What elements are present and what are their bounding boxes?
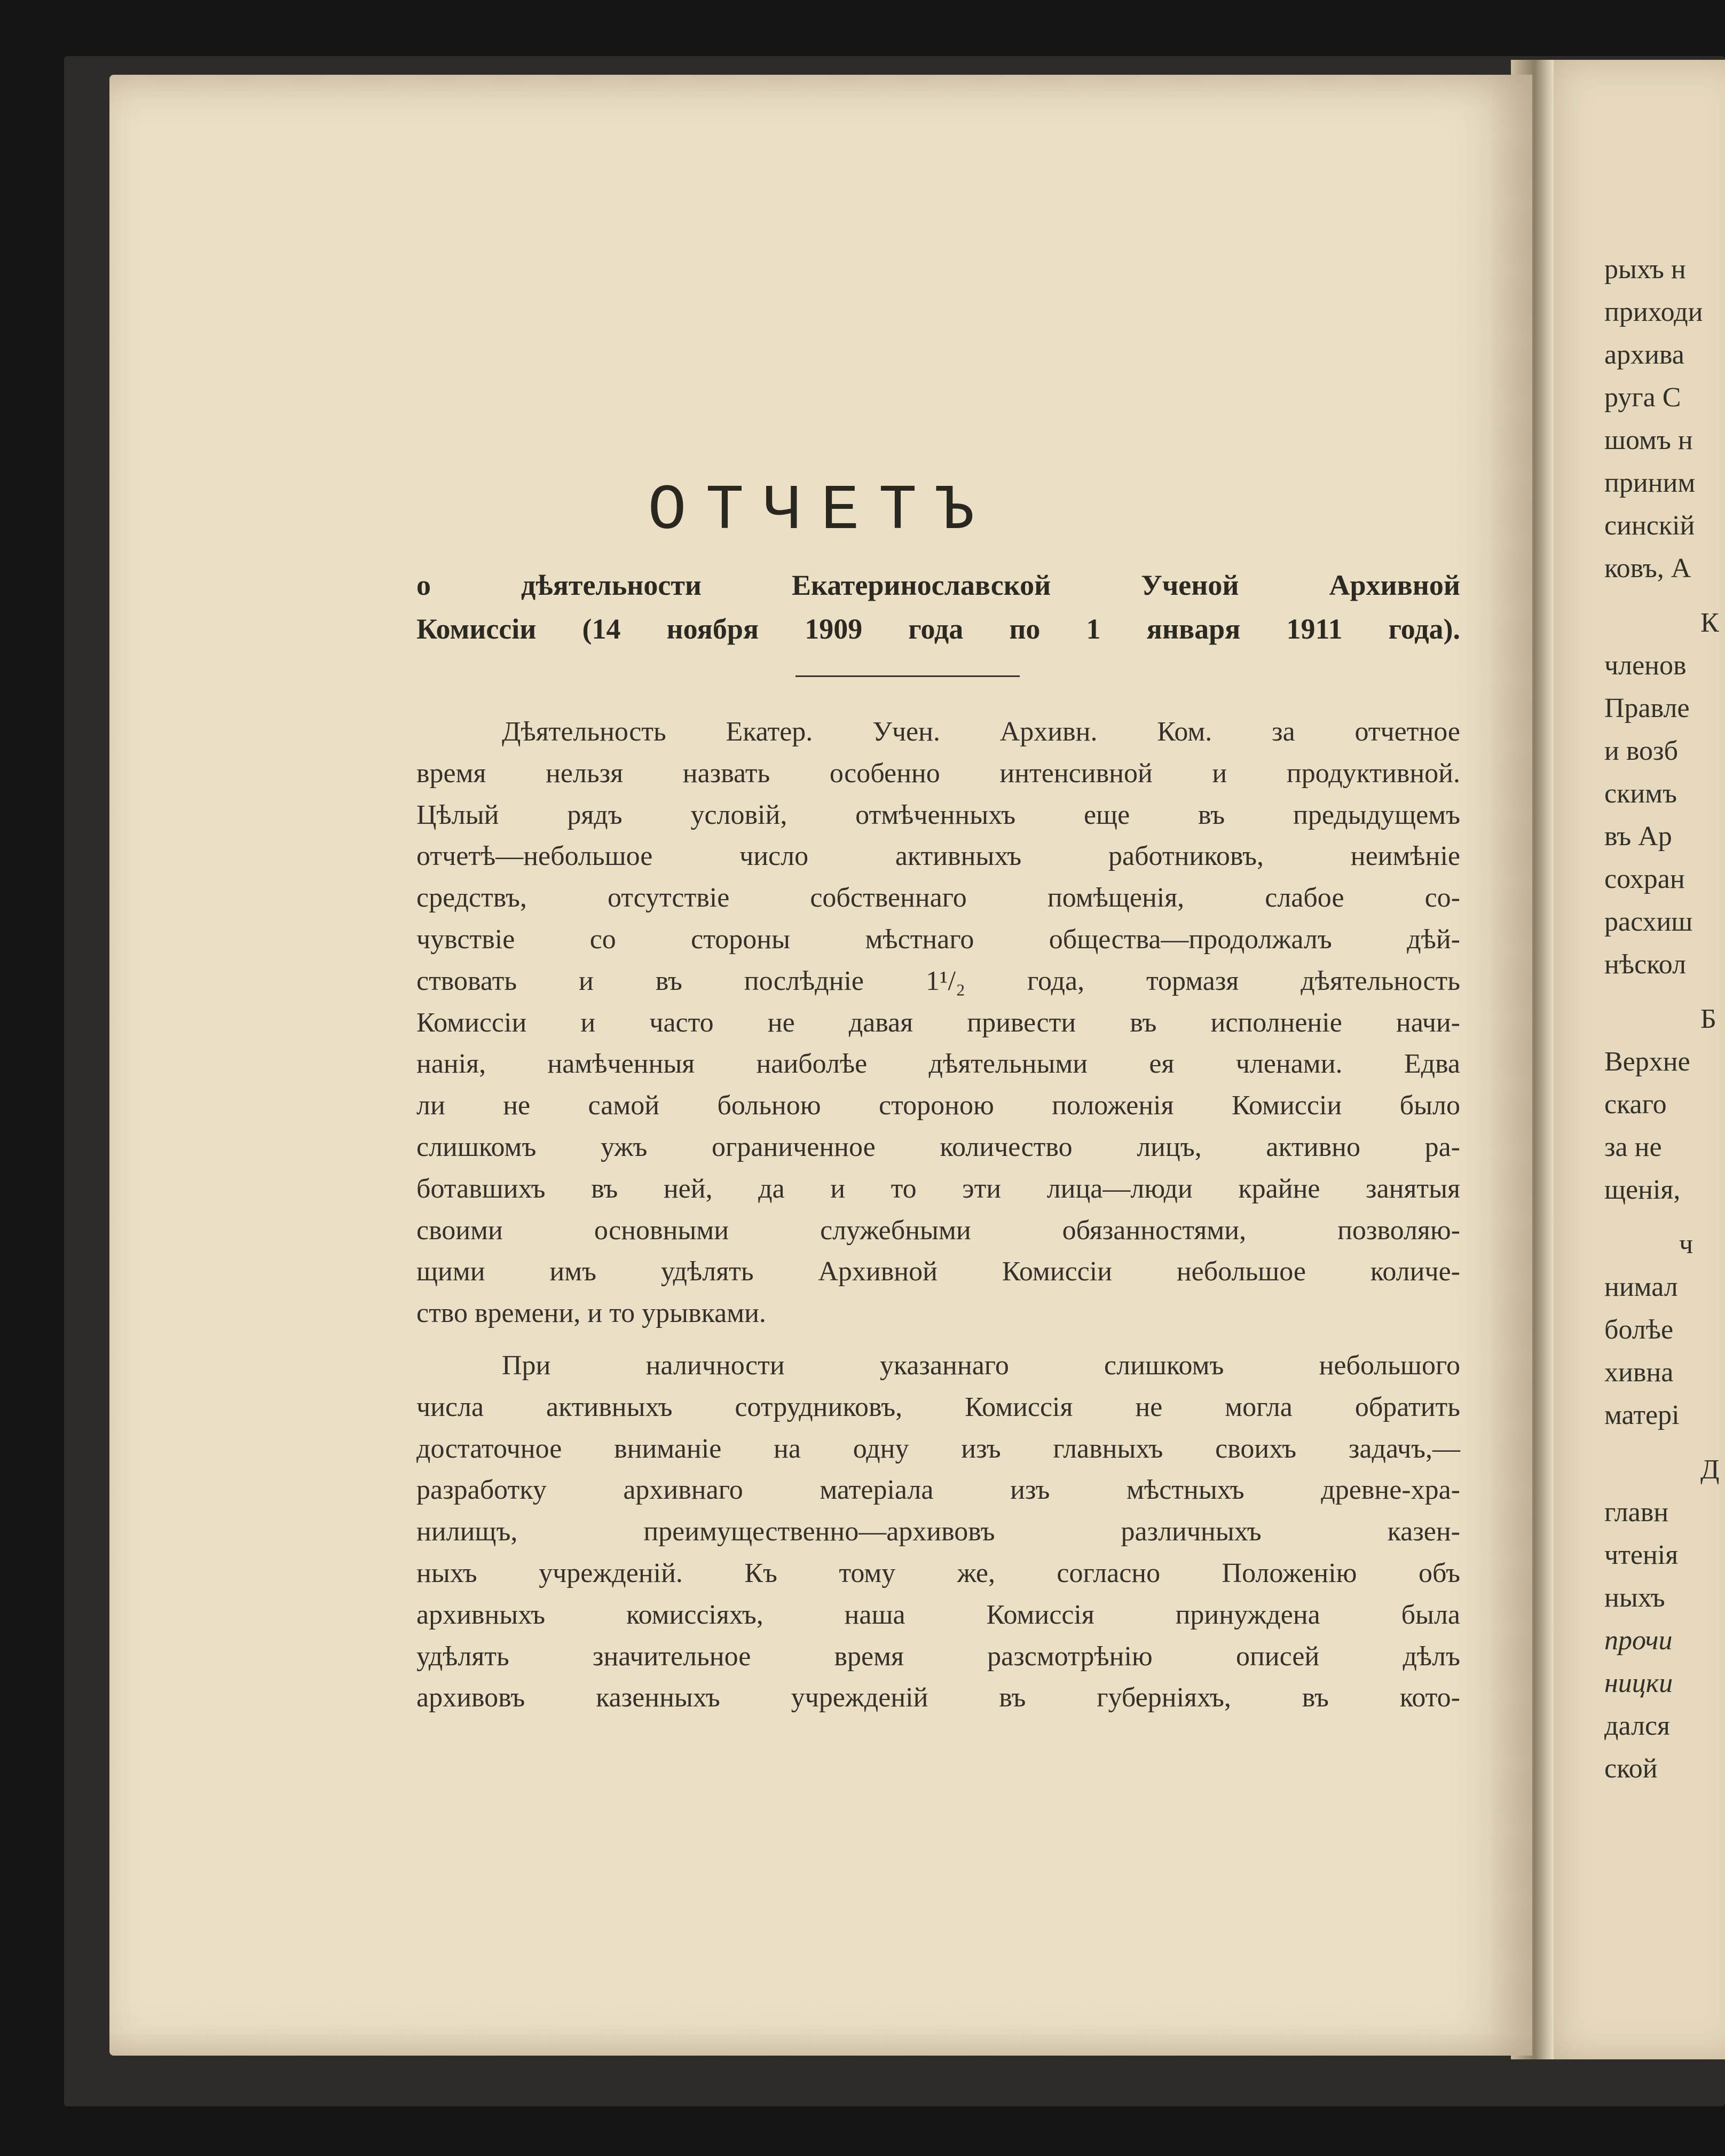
right-text-line: К: [1700, 608, 1719, 638]
text-line: щими имъ удѣлять Архивной Комиссіи небольшое количе-: [416, 1256, 1460, 1287]
subtitle-line-2: Комиссіи (14 ноября 1909 года по 1 января 1911 года).: [416, 613, 1460, 645]
right-text-line: синскій: [1604, 510, 1695, 541]
right-text-line: скаго: [1604, 1089, 1667, 1120]
right-text-line: нимал: [1604, 1272, 1678, 1302]
text-line: При наличности указаннаго слишкомъ небольшого: [502, 1350, 1460, 1381]
right-text-line: прочи: [1604, 1625, 1673, 1656]
title-divider: [795, 675, 1020, 677]
right-text-line: хивна: [1604, 1357, 1674, 1388]
right-text-line: приходи: [1604, 297, 1703, 327]
paragraph-1: [416, 711, 1460, 1334]
text-line: отчетѣ—небольшое число активныхъ работниковъ, неимѣніе: [416, 841, 1460, 872]
right-text-line: руга С: [1604, 382, 1681, 413]
paragraph-2: [416, 1345, 1460, 1719]
right-text-line: чтенія: [1604, 1540, 1679, 1570]
text-line: архивовъ казенныхъ учрежденій въ губерніяхъ, въ кото-: [416, 1682, 1460, 1713]
subtitle-line-1: о дѣятельности Екатеринославской Ученой Архивной: [416, 569, 1460, 601]
right-text-line: болѣе: [1604, 1315, 1674, 1345]
text-line: средствъ, отсутствіе собственнаго помѣщенія, слабое со-: [416, 883, 1460, 914]
right-text-line: за не: [1604, 1132, 1662, 1162]
right-text-line: ч: [1679, 1229, 1694, 1260]
right-text-line: нѣскол: [1604, 949, 1687, 980]
report-subtitle: [416, 563, 1460, 651]
right-text-line: сохран: [1604, 864, 1685, 894]
right-text-line: Д: [1700, 1454, 1720, 1485]
text-line: Цѣлый рядъ условій, отмѣченныхъ еще въ предыдущемъ: [416, 799, 1460, 830]
right-text-line: Верхне: [1604, 1046, 1690, 1077]
right-text-line: Б: [1700, 1004, 1716, 1034]
text-line: разработку архивнаго матеріала изъ мѣстныхъ древне-хра-: [416, 1475, 1460, 1506]
text-line: слишкомъ ужъ ограниченное количество лицъ, активно ра-: [416, 1131, 1460, 1162]
right-page-text: [1604, 248, 1725, 1790]
text-line: своими основными служебными обязанностями, позволяю-: [416, 1215, 1460, 1246]
right-text-line: рыхъ н: [1604, 254, 1686, 285]
right-text-line: ныхъ: [1604, 1583, 1665, 1613]
text-line: время нельзя назвать особенно интенсивной и продуктивной.: [416, 758, 1460, 789]
right-text-line: шомъ н: [1604, 425, 1693, 455]
text-line: ботавшихъ въ ней, да и то эти лица—люди крайне занятыя: [416, 1173, 1460, 1204]
text-line: архивныхъ комиссіяхъ, наша Комиссія принуждена была: [416, 1599, 1460, 1630]
right-text-line: матері: [1604, 1400, 1680, 1430]
text-line: Дѣятельность Екатер. Учен. Архивн. Ком. за отчетное: [502, 717, 1460, 747]
right-text-line: главн: [1604, 1497, 1669, 1528]
right-text-line: дался: [1604, 1711, 1670, 1741]
text-line: ство времени, и то урывками.: [416, 1298, 766, 1329]
right-text-line: щенія,: [1604, 1175, 1681, 1205]
right-text-line: ницки: [1604, 1668, 1673, 1698]
text-line: удѣлять значительное время разсмотрѣнію описей дѣлъ: [416, 1641, 1460, 1672]
right-text-line: расхиш: [1604, 907, 1693, 937]
text-line: чувствіе со стороны мѣстнаго общества—продолжалъ дѣй-: [416, 924, 1460, 955]
right-text-line: въ Ар: [1604, 821, 1672, 852]
report-body: [416, 711, 1460, 1719]
right-text-line: и возб: [1604, 736, 1679, 766]
right-text-line: Правле: [1604, 693, 1690, 723]
text-line: числа активныхъ сотрудниковъ, Комиссія не могла обратить: [416, 1391, 1460, 1422]
right-text-line: приним: [1604, 468, 1696, 498]
right-text-line: ковъ, А: [1604, 553, 1691, 584]
text-line: нанія, намѣченныя наиболѣе дѣятельными ея членами. Едва: [416, 1049, 1460, 1080]
right-text-line: архива: [1604, 340, 1684, 370]
right-text-line: ской: [1604, 1753, 1658, 1784]
text-line: ли не самой больною стороною положенія Комиссіи было: [416, 1090, 1460, 1121]
right-text-line: членов: [1604, 650, 1687, 681]
text-line: достаточное вниманіе на одну изъ главныхъ своихъ задачъ,—: [416, 1433, 1460, 1464]
text-line: ныхъ учрежденій. Къ тому же, согласно Положенію объ: [416, 1557, 1460, 1588]
right-text-line: скимъ: [1604, 778, 1677, 809]
text-line: Комиссіи и часто не давая привести въ исполненіе начи-: [416, 1007, 1460, 1038]
text-line: нилищъ, преимущественно—архивовъ различныхъ казен-: [416, 1516, 1460, 1547]
page-title: ОТЧЕТЪ: [648, 475, 994, 548]
text-line: ствовать и въ послѣдніе 1¹/₂ года, тормазя дѣятельность: [416, 965, 1460, 996]
